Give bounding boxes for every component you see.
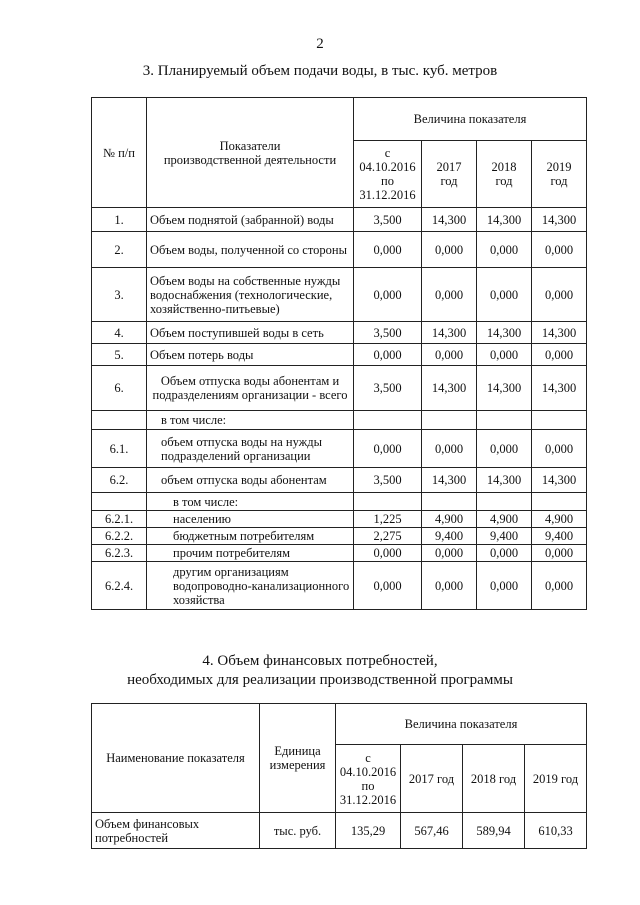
row-v1 bbox=[354, 411, 422, 430]
row-name: в том числе: bbox=[147, 411, 354, 430]
row-num: 6.1. bbox=[92, 430, 147, 468]
row-name: Объем поднятой (забранной) воды bbox=[147, 208, 354, 232]
row-v2: 14,300 bbox=[422, 208, 477, 232]
table-row bbox=[92, 493, 587, 511]
row-num: 6.2. bbox=[92, 468, 147, 493]
table-row bbox=[92, 813, 587, 849]
col-header-indicator bbox=[147, 98, 354, 208]
row-v1: 0,000 bbox=[354, 268, 422, 322]
row-v1: 1,225 bbox=[354, 511, 422, 528]
col-header-value: Величина показателя bbox=[336, 704, 587, 745]
table-row bbox=[92, 268, 587, 322]
row-v4: 4,900 bbox=[532, 511, 587, 528]
col-header-unit: Единица измерения bbox=[260, 704, 336, 813]
table-row bbox=[92, 468, 587, 493]
row-v4: 0,000 bbox=[532, 430, 587, 468]
col-header-period1: с 04.10.2016 по 31.12.2016 bbox=[354, 141, 422, 208]
page-number: 2 bbox=[316, 36, 324, 52]
row-v1: 0,000 bbox=[354, 430, 422, 468]
section4-title-line1: 4. Объем финансовых потребностей, bbox=[202, 653, 438, 669]
section4-title-line2: необходимых для реализации производственной программы bbox=[127, 672, 513, 688]
row-v3: 14,300 bbox=[477, 208, 532, 232]
row-v4: 0,000 bbox=[532, 562, 587, 610]
row-v3: 14,300 bbox=[477, 322, 532, 344]
row-v1: 0,000 bbox=[354, 545, 422, 562]
col-header-2017: 2017 год bbox=[422, 141, 477, 208]
row-num: 3. bbox=[92, 268, 147, 322]
col-header-2017: 2017 год bbox=[401, 745, 463, 813]
row-name: в том числе: bbox=[147, 493, 354, 511]
row-v2: 0,000 bbox=[422, 232, 477, 268]
row-v4 bbox=[532, 493, 587, 511]
row-v3: 0,000 bbox=[477, 562, 532, 610]
col-header-2019: 2019 год bbox=[525, 745, 587, 813]
row-v3: 0,000 bbox=[477, 545, 532, 562]
row-v3 bbox=[477, 493, 532, 511]
row-num: 1. bbox=[92, 208, 147, 232]
row-v3: 0,000 bbox=[477, 344, 532, 366]
financial-needs-table bbox=[91, 703, 587, 849]
row-v4: 14,300 bbox=[532, 468, 587, 493]
row-name: объем отпуска воды абонентам bbox=[147, 468, 354, 493]
row-name: Объем поступившей воды в сеть bbox=[147, 322, 354, 344]
row-v2 bbox=[422, 493, 477, 511]
row-v2: 9,400 bbox=[422, 528, 477, 545]
col-header-2018: 2018 год bbox=[463, 745, 525, 813]
row-v2 bbox=[422, 411, 477, 430]
row-v2: 567,46 bbox=[401, 813, 463, 849]
row-v3: 0,000 bbox=[477, 232, 532, 268]
row-v4: 14,300 bbox=[532, 366, 587, 411]
row-v2: 14,300 bbox=[422, 322, 477, 344]
col-header-2018: 2018 год bbox=[477, 141, 532, 208]
row-v4: 14,300 bbox=[532, 322, 587, 344]
table-row bbox=[92, 430, 587, 468]
row-v1 bbox=[354, 493, 422, 511]
row-v2: 14,300 bbox=[422, 366, 477, 411]
row-name: Объем потерь воды bbox=[147, 344, 354, 366]
row-v4: 0,000 bbox=[532, 232, 587, 268]
row-v2: 0,000 bbox=[422, 430, 477, 468]
row-v1: 0,000 bbox=[354, 562, 422, 610]
row-v1: 135,29 bbox=[336, 813, 401, 849]
row-name: объем отпуска воды на нужды подразделений организации bbox=[147, 430, 354, 468]
water-supply-table bbox=[91, 97, 587, 610]
row-v3: 589,94 bbox=[463, 813, 525, 849]
row-v3 bbox=[477, 411, 532, 430]
table-row bbox=[92, 511, 587, 528]
table-row bbox=[92, 322, 587, 344]
row-num: 6.2.3. bbox=[92, 545, 147, 562]
row-v3: 0,000 bbox=[477, 268, 532, 322]
row-v3: 0,000 bbox=[477, 430, 532, 468]
row-v3: 9,400 bbox=[477, 528, 532, 545]
col-header-value: Величина показателя bbox=[354, 98, 587, 141]
row-name: прочим потребителям bbox=[147, 545, 354, 562]
row-v1: 3,500 bbox=[354, 468, 422, 493]
row-v2: 0,000 bbox=[422, 545, 477, 562]
row-v4: 0,000 bbox=[532, 344, 587, 366]
table-row bbox=[92, 411, 587, 430]
row-num: 4. bbox=[92, 322, 147, 344]
row-v4: 0,000 bbox=[532, 268, 587, 322]
row-name: Объем воды, полученной со стороны bbox=[147, 232, 354, 268]
table-row bbox=[92, 366, 587, 411]
row-v2: 0,000 bbox=[422, 562, 477, 610]
col-header-num: № п/п bbox=[92, 98, 147, 208]
table-row bbox=[92, 545, 587, 562]
row-v3: 4,900 bbox=[477, 511, 532, 528]
table-row bbox=[92, 232, 587, 268]
row-num: 6.2.1. bbox=[92, 511, 147, 528]
row-v1: 0,000 bbox=[354, 232, 422, 268]
col-header-2019: 2019 год bbox=[532, 141, 587, 208]
table-row bbox=[92, 562, 587, 610]
row-v1: 3,500 bbox=[354, 322, 422, 344]
col-header-name: Наименование показателя bbox=[92, 704, 260, 813]
section3-title: 3. Планируемый объем подачи воды, в тыс. куб. метров bbox=[142, 63, 498, 79]
row-v1: 3,500 bbox=[354, 208, 422, 232]
row-num: 6.2.2. bbox=[92, 528, 147, 545]
table-row bbox=[92, 528, 587, 545]
row-name: Объем финансовых потребностей bbox=[92, 813, 260, 849]
row-name: Объем отпуска воды абонентам и подразделениям организации - всего bbox=[147, 366, 354, 411]
row-name: бюджетным потребителям bbox=[147, 528, 354, 545]
row-v4 bbox=[532, 411, 587, 430]
row-v2: 14,300 bbox=[422, 468, 477, 493]
row-v1: 2,275 bbox=[354, 528, 422, 545]
row-v3: 14,300 bbox=[477, 366, 532, 411]
row-num bbox=[92, 493, 147, 511]
row-name: другим организациям водопроводно-канализационного хозяйства bbox=[147, 562, 354, 610]
row-unit: тыс. руб. bbox=[260, 813, 336, 849]
table-row bbox=[92, 344, 587, 366]
row-num bbox=[92, 411, 147, 430]
row-num: 2. bbox=[92, 232, 147, 268]
row-num: 5. bbox=[92, 344, 147, 366]
row-num: 6.2.4. bbox=[92, 562, 147, 610]
row-v4: 610,33 bbox=[525, 813, 587, 849]
row-v4: 9,400 bbox=[532, 528, 587, 545]
row-num: 6. bbox=[92, 366, 147, 411]
indicator-line2: производственной деятельности bbox=[163, 152, 337, 167]
table-row bbox=[92, 208, 587, 232]
row-v1: 3,500 bbox=[354, 366, 422, 411]
row-v4: 14,300 bbox=[532, 208, 587, 232]
row-v2: 0,000 bbox=[422, 268, 477, 322]
row-v3: 14,300 bbox=[477, 468, 532, 493]
row-v2: 4,900 bbox=[422, 511, 477, 528]
row-v4: 0,000 bbox=[532, 545, 587, 562]
indicator-line1: Показатели bbox=[219, 138, 281, 153]
row-name: населению bbox=[147, 511, 354, 528]
col-header-period1: с 04.10.2016 по 31.12.2016 bbox=[336, 745, 401, 813]
row-v2: 0,000 bbox=[422, 344, 477, 366]
row-v1: 0,000 bbox=[354, 344, 422, 366]
row-name: Объем воды на собственные нужды водоснабжения (технологические, хозяйственно-питьевые) bbox=[147, 268, 354, 322]
